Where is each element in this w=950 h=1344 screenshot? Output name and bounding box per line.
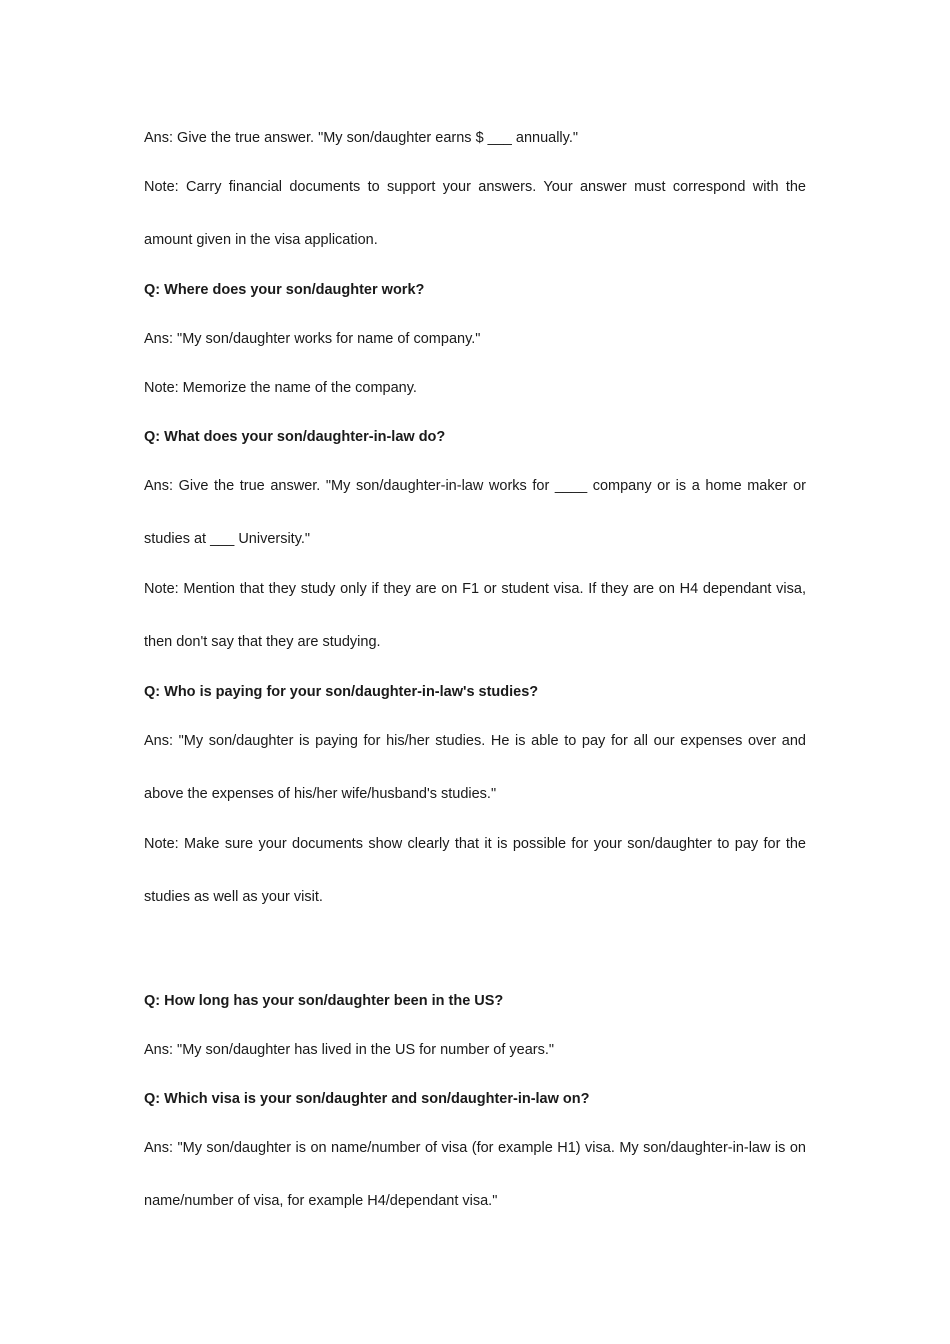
answer-paragraph: Ans: "My son/daughter works for name of company." (144, 331, 481, 347)
question-heading: Q: Where does your son/daughter work? (144, 282, 425, 298)
question-heading: Q: Who is paying for your son/daughter-in-law's studies? (144, 684, 539, 700)
note-paragraph: Note: Carry financial documents to support your answers. Your answer must correspond with the amount given in the visa application. (144, 179, 806, 248)
answer-paragraph: Ans: Give the true answer. "My son/daughter-in-law works for ____ company or is a home maker or studies at ___ University." (144, 478, 806, 547)
question-heading: Q: How long has your son/daughter been in the US? (144, 993, 504, 1009)
note-paragraph: Note: Mention that they study only if they are on F1 or student visa. If they are on H4 dependant visa, then don't say that they are studying. (144, 581, 806, 650)
document-body (144, 124, 806, 1237)
question-heading: Q: What does your son/daughter-in-law do? (144, 429, 446, 445)
answer-paragraph: Ans: "My son/daughter is paying for his/her studies. He is able to pay for all our expenses over and above the expenses of his/her wife/husband's studies." (144, 733, 806, 802)
paragraph-spacer (144, 933, 806, 987)
answer-paragraph: Ans: "My son/daughter has lived in the US for number of years." (144, 1042, 555, 1058)
note-paragraph: Note: Memorize the name of the company. (144, 380, 417, 396)
answer-paragraph: Ans: "My son/daughter is on name/number of visa (for example H1) visa. My son/daughter-in-law is on name/number of visa, for example H4/dependant visa." (144, 1140, 806, 1209)
question-heading: Q: Which visa is your son/daughter and son/daughter-in-law on? (144, 1091, 590, 1107)
note-paragraph: Note: Make sure your documents show clearly that it is possible for your son/daughter to pay for the studies as well as your visit. (144, 836, 806, 905)
answer-paragraph: Ans: Give the true answer. "My son/daughter earns $ ___ annually." (144, 130, 578, 146)
